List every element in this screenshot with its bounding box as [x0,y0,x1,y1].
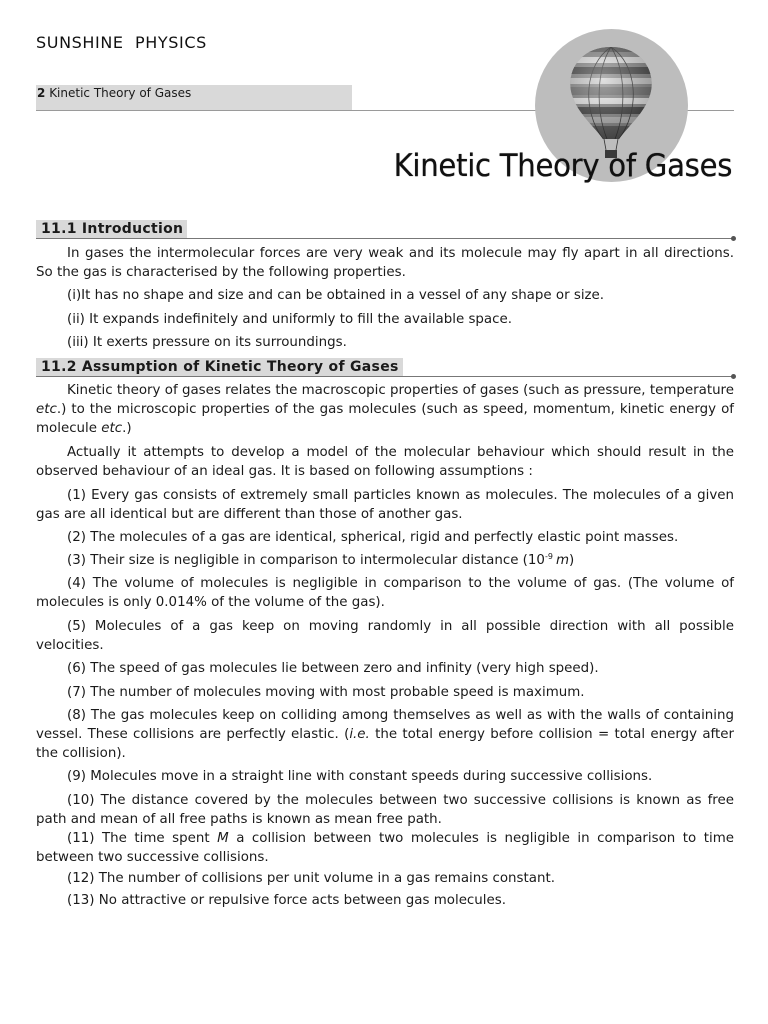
model-paragraph: Actually it attempts to develop a model of the molecular behaviour which should result in the observed behaviour of an ideal gas. It is based on following assumptions : [36,445,734,479]
assumption-2: (2) The molecules of a gas are identical, spherical, rigid and perfectly elastic point masses. [67,530,679,545]
text-run: .) to the microscopic properties of the gas molecules (such as speed, momentum, kinetic energy of molecule [36,402,734,436]
assumption-3 [36,551,734,570]
section-heading-assumptions [36,358,734,378]
assumption-1: (1) Every gas consists of extremely small particles known as molecules. The molecules of a given gas are all identical but are different than those of another gas. [36,488,734,522]
text-run: Kinetic theory of gases relates the macroscopic properties of gases (such as pressure, temperature [67,383,734,398]
text-run: the total energy before collision = total energy after the collision). [36,727,734,761]
text-run: a collision between two molecules is negligible in comparison to time between two successive collisions. [36,831,735,865]
chapter-title: Kinetic Theory of Gases [393,148,732,184]
text-run: (3) Their size is negligible in comparison to intermolecular distance (10 [67,553,545,568]
assumption-5: (5) Molecules of a gas keep on moving randomly in all possible direction with all possible velocities. [36,619,734,653]
publisher-brand: SUNSHINE PHYSICS [36,33,207,52]
assumption-13: (13) No attractive or repulsive force acts between gas molecules. [67,893,506,908]
rule-end-dot [731,374,736,379]
text-run: (11) The time spent [67,831,218,846]
chapter-header-bar [36,85,352,110]
property-item-1: (i)It has no shape and size and can be obtained in a vessel of any shape or size. [67,288,605,303]
property-item-2: (ii) It expands indefinitely and uniformly to fill the available space. [67,312,512,327]
assumption-11 [36,829,734,867]
section-title: 11.2 Assumption of Kinetic Theory of Gases [36,358,403,376]
italic-run: M [217,831,229,846]
assumption-10: (10) The distance covered by the molecules between two successive collisions is known as free path and mean of all free paths is known as mean free path. [36,793,734,827]
intro-paragraph: In gases the intermolecular forces are very weak and its molecule may fly apart in all directions. So the gas is characterised by the following properties. [36,246,734,280]
text-run: (8) The gas molecules keep on colliding among themselves as well as with the walls of containing vessel. These collisions are perfectly elastic. ( [36,708,734,742]
rule-end-dot [731,236,736,241]
text-run: ) [568,553,575,568]
superscript: -9 [544,552,553,561]
italic-run: m [555,553,569,568]
assumption-4: (4) The volume of molecules is negligible in comparison to the volume of gas. (The volume of molecules is only 0.014% of the volume of the gas). [36,576,734,610]
kinetic-theory-paragraph [36,381,734,438]
chapter-header-label: Kinetic Theory of Gases [49,86,192,100]
section-title: 11.1 Introduction [36,220,187,238]
assumption-12: (12) The number of collisions per unit volume in a gas remains constant. [67,871,555,886]
assumption-7: (7) The number of molecules moving with most probable speed is maximum. [67,685,585,700]
property-item-3: (iii) It exerts pressure on its surroundings. [67,335,347,350]
text-run: .) [122,421,132,436]
assumption-9: (9) Molecules move in a straight line with constant speeds during successive collisions. [67,769,653,784]
chapter-number: 2 [37,86,46,100]
italic-run: etc [36,402,57,417]
section-rule [36,238,734,239]
assumption-8 [36,706,734,763]
italic-run: i.e. [349,727,370,742]
section-heading-introduction [36,220,734,240]
italic-run: etc [101,421,123,436]
section-rule [36,376,734,377]
assumption-6: (6) The speed of gas molecules lie between zero and infinity (very high speed). [67,661,599,676]
